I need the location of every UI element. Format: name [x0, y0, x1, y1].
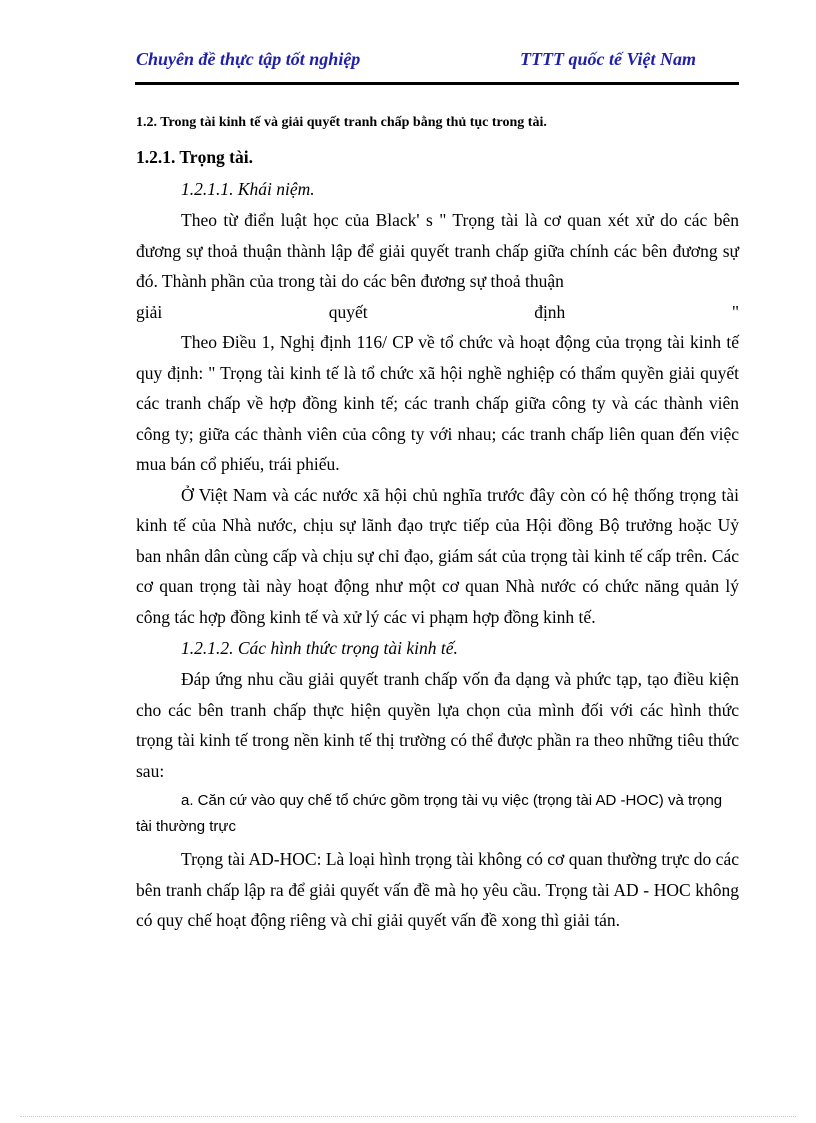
subsection-heading-2: 1.2.1.2. Các hình thức trọng tài kinh tế. [181, 638, 458, 658]
paragraph-definition-end: giải quyết định " [136, 301, 739, 322]
subsection-heading-1: 1.2.1.1. Khái niệm. [181, 179, 315, 199]
header-left-title: Chuyên đề thực tập tốt nghiệp [136, 49, 361, 69]
page-bottom-divider [20, 1116, 796, 1117]
section-heading-1-2-1: 1.2.1. Trọng tài. [136, 147, 253, 167]
paragraph-decree: Theo Điều 1, Nghị định 116/ CP về tổ chức và hoạt động của trọng tài kinh tế quy định: " Trọng tài kinh tế là tổ chức xã hội nghề nghiệp có thẩm quyền giải quyết các tranh chấp về hợp đồng kinh tế; các tranh chấp giữa công ty và các thành viên công ty; giữa các thành viên của công ty với nhau; các tranh chấp liên quan đến việc mua bán cổ phiếu, trái phiếu. [136, 332, 739, 474]
section-heading-1-2: 1.2. Trong tài kinh tế và giải quyết tranh chấp bằng thủ tục trong tài. [136, 115, 547, 130]
paragraph-forms: Đáp ứng nhu cầu giải quyết tranh chấp vốn đa dạng và phức tạp, tạo điều kiện cho các bên tranh chấp thực hiện quyền lựa chọn của mình đối với các hình thức trọng tài kinh tế trong nền kinh tế thị trường có thể được phần ra theo những tiêu thức sau: [136, 669, 739, 781]
document-body [136, 112, 739, 936]
paragraph-definition: Theo từ điển luật học của Black' s " Trọng tài là cơ quan xét xử do các bên đương sự thoả thuận thành lập để giải quyết tranh chấp giữa chính các bên đương sự đó. Thành phần của trong tài do các bên đương sự thoả thuận [136, 210, 739, 291]
paragraph-adhoc: Trọng tài AD-HOC: Là loại hình trọng tài không có cơ quan thường trực do các bên tranh chấp lập ra để giải quyết vấn đề mà họ yêu cầu. Trọng tài AD - HOC không có quy chế hoạt động riêng và chỉ giải quyết vấn đề xong thì giải tán. [136, 849, 739, 930]
header-right-title: TTTT quốc tế Việt Nam [520, 49, 696, 69]
list-item-a: a. Căn cứ vào quy chế tổ chức gồm trọng tài vụ việc (trọng tài AD -HOC) và trọng tài thường trực [136, 792, 723, 835]
page-header [135, 46, 739, 85]
paragraph-vietnam: Ở Việt Nam và các nước xã hội chủ nghĩa trước đây còn có hệ thống trọng tài kinh tế của Nhà nước, chịu sự lãnh đạo trực tiếp của Hội đồng Bộ trưởng hoặc Uỷ ban nhân dân cùng cấp và chịu sự chỉ đạo, giám sát của trọng tài kinh tế cấp trên. Các cơ quan trọng tài này hoạt động như một cơ quan Nhà nước có chức năng quản lý công tác hợp đồng kinh tế và xử lý các vi phạm hợp đồng kinh tế. [136, 484, 739, 627]
